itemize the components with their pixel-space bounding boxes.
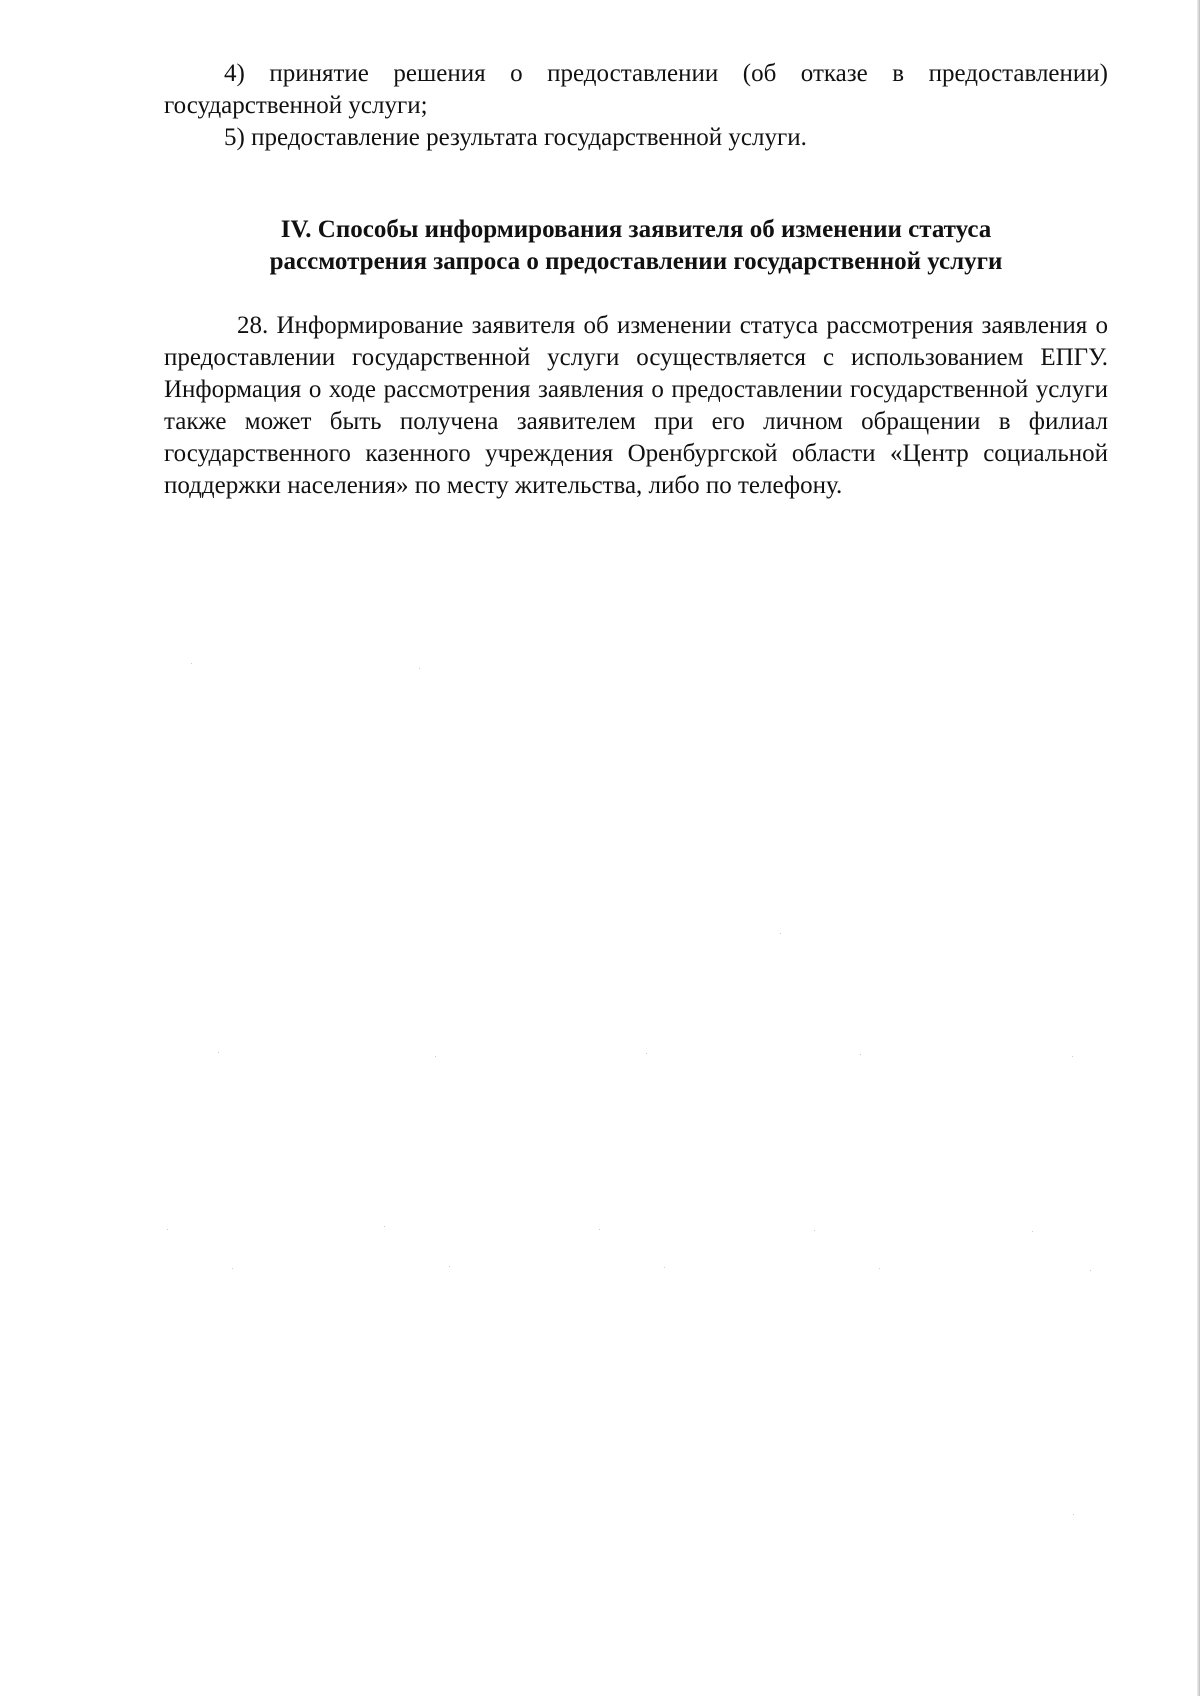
scan-speck [384, 1226, 385, 1227]
scan-speck [599, 1229, 600, 1230]
scan-speck [167, 1229, 168, 1230]
scan-speck [1090, 1270, 1091, 1271]
scan-speck [218, 1052, 219, 1053]
scan-speck [860, 1054, 861, 1055]
scan-speck [664, 1267, 665, 1268]
scan-speck [1032, 1231, 1033, 1232]
scan-speck [1072, 1056, 1073, 1057]
scan-speck [419, 668, 420, 669]
scan-speck [449, 1266, 450, 1267]
scan-speck [646, 1053, 647, 1054]
scan-speck [780, 933, 781, 934]
section-heading [164, 214, 1108, 278]
list-item-5: 5) предоставление результата государственной услуги. [224, 124, 807, 151]
scan-speck [435, 1056, 436, 1057]
scan-speck [814, 1230, 815, 1231]
procedure-list [164, 58, 1108, 154]
scan-speck [232, 1268, 233, 1269]
scan-speck [879, 1268, 880, 1269]
list-item-4: 4) принятие решения о предоставлении (об отказе в предоставлении) государственной услуги; [164, 60, 1108, 119]
section-heading-line-2: рассмотрения запроса о предоставлении государственной услуги [269, 248, 1003, 275]
section-heading-line-1: IV. Способы информирования заявителя об изменении статуса [280, 216, 992, 243]
scan-speck [1073, 1514, 1074, 1515]
paragraph-28: 28. Информирование заявителя об изменении статуса рассмотрения заявления о предоставлении государственной услуги осуществляется с использованием ЕПГУ. Информация о ходе рассмотрения заявления о предоставлении государственной услуги также может быть получена заявителем при его личном обращении в филиал государственного казенного учреждения Оренбургской области «Центр социальной поддержки населения» по месту жительства, либо по телефону. [164, 312, 1108, 499]
paragraph-28-block [164, 310, 1108, 502]
scan-speck [191, 663, 192, 664]
